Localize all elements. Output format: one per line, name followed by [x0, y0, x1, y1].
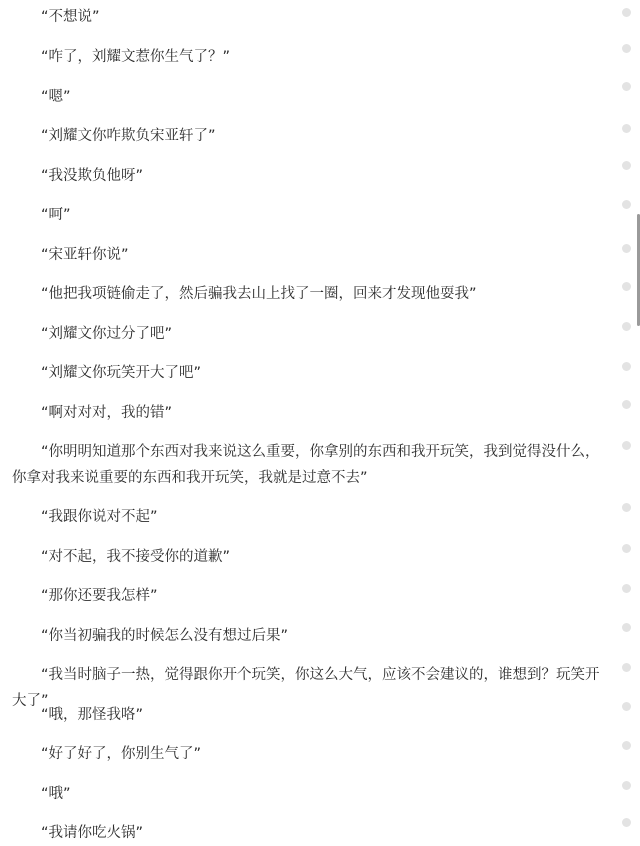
page-dot[interactable]	[622, 8, 631, 17]
page-dot[interactable]	[622, 441, 631, 450]
paragraph: “你当初骗我的时候怎么没有想过后果”	[41, 628, 289, 644]
paragraph: “哦”	[41, 786, 71, 802]
page-dot[interactable]	[622, 544, 631, 553]
paragraph: “他把我项链偷走了，然后骗我去山上找了一圈，回来才发现他耍我”	[41, 286, 477, 302]
page-dot[interactable]	[622, 741, 631, 750]
paragraph: “我请你吃火锅”	[41, 825, 144, 841]
page-dot[interactable]	[622, 322, 631, 331]
paragraph: “我没欺负他呀”	[41, 168, 144, 184]
paragraph: “那你还要我怎样”	[41, 588, 158, 604]
page-dot[interactable]	[622, 362, 631, 371]
page-dot[interactable]	[622, 161, 631, 170]
paragraph: “刘耀文你过分了吧”	[41, 326, 173, 342]
paragraph: “啊对对对，我的错”	[41, 405, 173, 421]
page-dot[interactable]	[622, 82, 631, 91]
page-dot[interactable]	[622, 44, 631, 53]
page-dot[interactable]	[622, 503, 631, 512]
paragraph: “我跟你说对不起”	[41, 509, 158, 525]
paragraph: “宋亚轩你说”	[41, 247, 129, 263]
paragraph: “我当时脑子一热，觉得跟你开个玩笑，你这么大气，应该不会建议的，谁想到？玩笑开大了”	[12, 667, 600, 709]
paragraph: “好了好了，你别生气了”	[41, 746, 202, 762]
page-dot[interactable]	[622, 663, 631, 672]
page-dot[interactable]	[622, 282, 631, 291]
paragraph: “哦，那怪我咯”	[41, 707, 144, 723]
paragraph: “不想说”	[41, 9, 100, 25]
paragraph: “咋了，刘耀文惹你生气了？”	[41, 49, 231, 65]
page-dot[interactable]	[622, 124, 631, 133]
page-nav-rail	[620, 0, 634, 830]
paragraph: “你明明知道那个东西对我来说这么重要，你拿别的东西和我开玩笑，我到觉得没什么，你拿对我来说重要的东西和我开玩笑，我就是过意不去”	[12, 444, 600, 486]
page-dot[interactable]	[622, 400, 631, 409]
page-dot[interactable]	[622, 818, 631, 827]
page-dot[interactable]	[622, 200, 631, 209]
paragraph: “呵”	[41, 207, 71, 223]
paragraph: “刘耀文你玩笑开大了吧”	[41, 365, 202, 381]
paragraph: “刘耀文你咋欺负宋亚轩了”	[41, 128, 216, 144]
page-dot[interactable]	[622, 702, 631, 711]
page-dot[interactable]	[622, 584, 631, 593]
page-dot[interactable]	[622, 244, 631, 253]
paragraph: “对不起，我不接受你的道歉”	[41, 549, 231, 565]
paragraph: “嗯”	[41, 89, 71, 105]
page-dot[interactable]	[622, 623, 631, 632]
page-dot[interactable]	[622, 781, 631, 790]
